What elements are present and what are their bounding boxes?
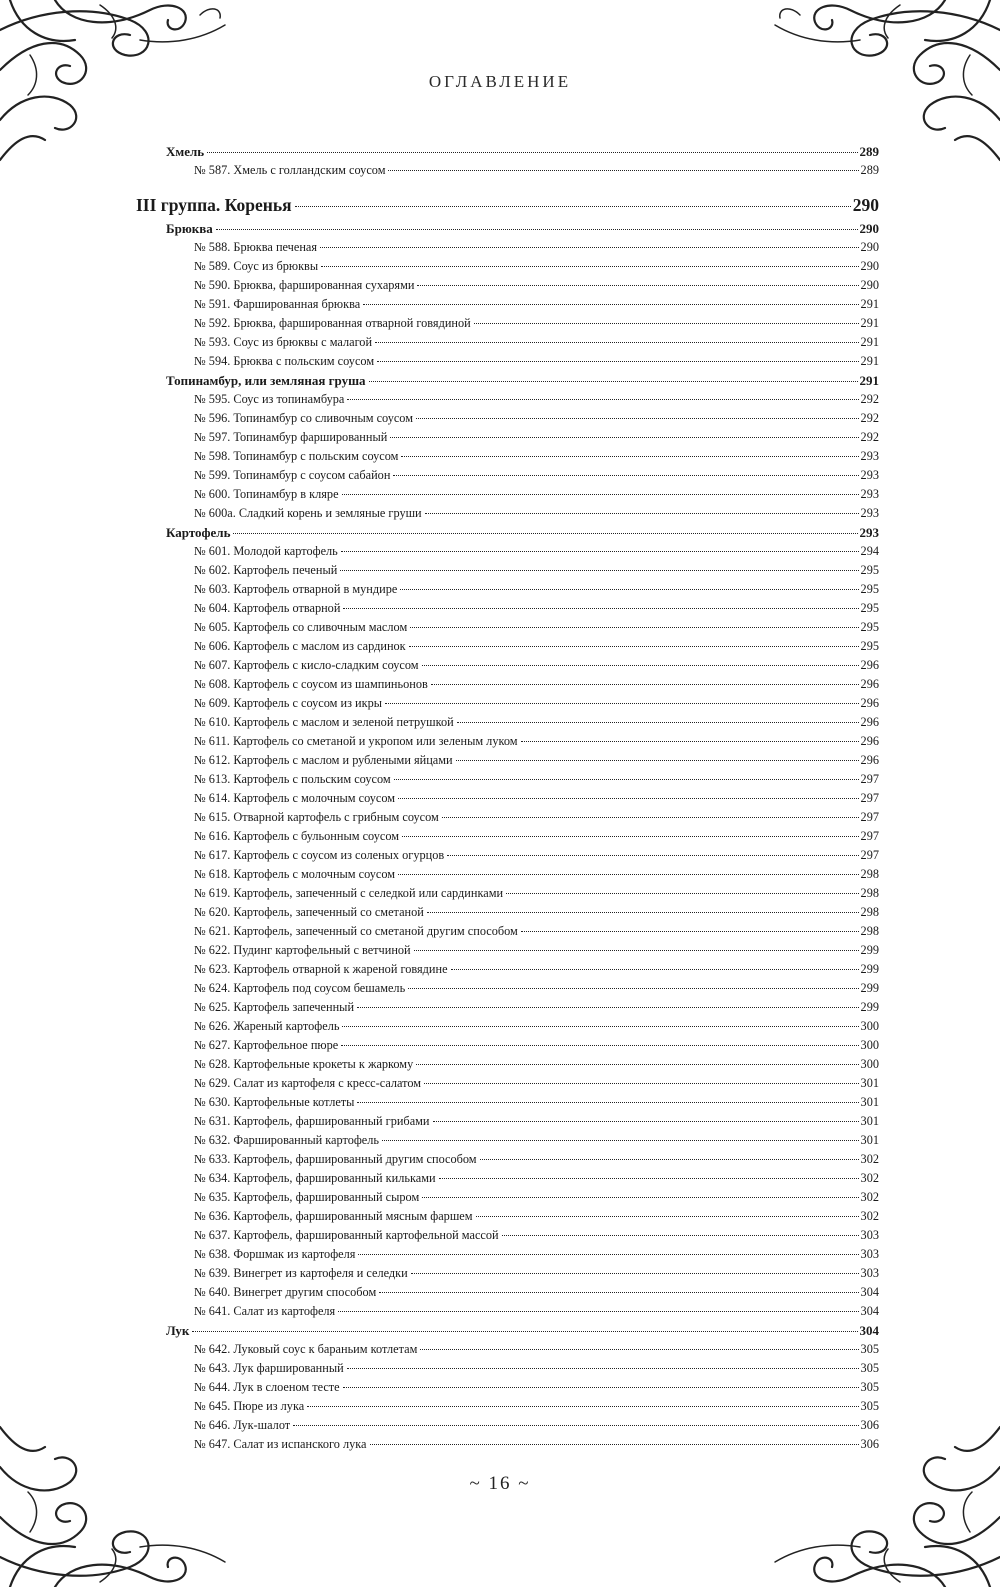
toc-entry-recipe[interactable] — [166, 1264, 879, 1283]
toc-entry-title: № 608. Картофель с соусом из шампиньонов — [194, 677, 428, 691]
dot-leader — [408, 988, 858, 989]
toc-entry-page: 290 — [859, 221, 879, 236]
toc-entry-recipe[interactable] — [166, 675, 879, 694]
toc-entry-page: 296 — [860, 753, 879, 767]
toc-entry-title: № 635. Картофель, фаршированный сыром — [194, 1190, 420, 1204]
dot-leader — [401, 456, 858, 457]
toc-entry-page: 291 — [860, 316, 879, 330]
toc-entry-recipe[interactable] — [166, 542, 879, 561]
dot-leader — [347, 399, 858, 400]
toc-entry-title: № 592. Брюква, фаршированная отварной говядиной — [194, 316, 471, 330]
toc-entry-title: № 628. Картофельные крокеты к жаркому — [194, 1057, 414, 1071]
dot-leader — [409, 646, 859, 647]
toc-entry-title: Картофель — [166, 525, 231, 540]
toc-entry-page: 291 — [860, 297, 879, 311]
toc-entry-page: 299 — [860, 981, 879, 995]
toc-entry-page: 297 — [860, 829, 879, 843]
toc-entry-recipe[interactable] — [166, 352, 879, 371]
toc-entry-page: 305 — [860, 1361, 879, 1375]
dot-leader — [422, 665, 859, 666]
toc-entry-title: № 600а. Сладкий корень и земляные груши — [194, 506, 422, 520]
toc-entry-page: 301 — [860, 1114, 879, 1128]
dot-leader — [394, 779, 859, 780]
toc-entry-page: 290 — [852, 195, 879, 215]
toc-entry-title: № 627. Картофельное пюре — [194, 1038, 339, 1052]
toc-entry-group[interactable] — [136, 192, 879, 219]
toc-entry-recipe[interactable] — [166, 314, 879, 333]
toc-entry-title: № 638. Форшмак из картофеля — [194, 1247, 356, 1261]
dot-leader — [207, 152, 857, 153]
toc-entry-section[interactable] — [166, 371, 879, 390]
dot-leader — [457, 722, 859, 723]
toc-entry-title: № 646. Лук-шалот — [194, 1418, 291, 1432]
toc-entry-title: № 619. Картофель, запеченный с селедкой или сардинками — [194, 886, 504, 900]
toc-entry-title: Хмель — [166, 144, 205, 159]
dot-leader — [416, 1064, 858, 1065]
toc-entry-title: № 593. Соус из брюквы с малагой — [194, 335, 373, 349]
dot-leader — [442, 817, 859, 818]
toc-entry-page: 296 — [860, 677, 879, 691]
toc-entry-recipe[interactable] — [166, 618, 879, 637]
dot-leader — [343, 1387, 859, 1388]
toc-entry-recipe[interactable] — [166, 922, 879, 941]
toc-entry-recipe[interactable] — [166, 1378, 879, 1397]
toc-entry-title: № 611. Картофель со сметаной и укропом или зеленым луком — [194, 734, 518, 748]
toc-entry-title: № 621. Картофель, запеченный со сметаной другим способом — [194, 924, 518, 938]
dot-leader — [369, 381, 858, 382]
toc-entry-title: III группа. Коренья — [136, 195, 292, 215]
dot-leader — [393, 475, 858, 476]
toc-entry-recipe[interactable] — [166, 561, 879, 580]
toc-entry-title: № 642. Луковый соус к бараньим котлетам — [194, 1342, 418, 1356]
toc-entry-page: 303 — [860, 1228, 879, 1242]
toc-entry-page: 290 — [860, 259, 879, 273]
toc-entry-title: № 587. Хмель с голландским соусом — [194, 163, 386, 177]
toc-entry-recipe[interactable] — [166, 808, 879, 827]
dot-leader — [342, 494, 859, 495]
toc-entry-page: 297 — [860, 791, 879, 805]
toc-entry-page: 293 — [860, 506, 879, 520]
toc-entry-title: № 645. Пюре из лука — [194, 1399, 305, 1413]
dot-leader — [293, 1425, 858, 1426]
toc-entry-title: № 644. Лук в слоеном тесте — [194, 1380, 340, 1394]
toc-entry-page: 306 — [860, 1437, 879, 1451]
toc-entry-title: № 634. Картофель, фаршированный кильками — [194, 1171, 436, 1185]
toc-entry-recipe[interactable] — [166, 485, 879, 504]
dot-leader — [476, 1216, 859, 1217]
toc-entry-title: № 624. Картофель под соусом бешамель — [194, 981, 406, 995]
toc-entry-recipe[interactable] — [166, 409, 879, 428]
toc-entry-page: 304 — [860, 1285, 879, 1299]
dot-leader — [474, 323, 859, 324]
toc-entry-title: № 641. Салат из картофеля — [194, 1304, 336, 1318]
toc-entry-page: 298 — [860, 905, 879, 919]
toc-entry-recipe[interactable] — [166, 865, 879, 884]
toc-entry-recipe[interactable] — [166, 1131, 879, 1150]
toc-entry-recipe[interactable] — [166, 1416, 879, 1435]
dot-leader — [357, 1102, 858, 1103]
dot-leader — [424, 1083, 858, 1084]
toc-entry-page: 297 — [860, 848, 879, 862]
toc-entry-recipe[interactable] — [166, 295, 879, 314]
toc-entry-title: № 605. Картофель со сливочным маслом — [194, 620, 408, 634]
dot-leader — [382, 1140, 859, 1141]
dot-leader — [410, 627, 858, 628]
toc-entry-recipe[interactable] — [166, 599, 879, 618]
toc-entry-title: № 601. Молодой картофель — [194, 544, 338, 558]
page-number: ~ 16 ~ — [469, 1473, 531, 1494]
dot-leader — [422, 1197, 858, 1198]
dot-leader — [502, 1235, 859, 1236]
toc-entry-recipe[interactable] — [166, 1112, 879, 1131]
toc-entry-recipe[interactable] — [166, 580, 879, 599]
toc-entry-title: № 594. Брюква с польским соусом — [194, 354, 375, 368]
dot-leader — [447, 855, 858, 856]
dot-leader — [216, 229, 858, 230]
toc-entry-page: 291 — [860, 335, 879, 349]
toc-entry-title: № 588. Брюква печеная — [194, 240, 318, 254]
toc-entry-page: 297 — [860, 772, 879, 786]
table-of-contents — [136, 142, 879, 1454]
dot-leader — [307, 1406, 858, 1407]
toc-entry-recipe[interactable] — [166, 732, 879, 751]
toc-entry-page: 293 — [860, 487, 879, 501]
toc-entry-page: 296 — [860, 715, 879, 729]
dot-leader — [398, 874, 858, 875]
toc-entry-page: 305 — [860, 1399, 879, 1413]
toc-entry-recipe[interactable] — [166, 1435, 879, 1454]
toc-entry-recipe[interactable] — [166, 1302, 879, 1321]
toc-entry-title: № 636. Картофель, фаршированный мясным фаршем — [194, 1209, 473, 1223]
toc-entry-page: 305 — [860, 1380, 879, 1394]
toc-entry-title: № 615. Отварной картофель с грибным соусом — [194, 810, 439, 824]
toc-entry-recipe[interactable] — [166, 238, 879, 257]
toc-entry-page: 289 — [860, 163, 879, 177]
toc-entry-page: 299 — [860, 1000, 879, 1014]
dot-leader — [233, 533, 857, 534]
toc-entry-title: № 614. Картофель с молочным соусом — [194, 791, 396, 805]
toc-entry-page: 301 — [860, 1133, 879, 1147]
dot-leader — [320, 247, 859, 248]
toc-entry-recipe[interactable] — [166, 257, 879, 276]
toc-entry-page: 295 — [860, 639, 879, 653]
toc-entry-page: 296 — [860, 696, 879, 710]
toc-entry-title: № 630. Картофельные котлеты — [194, 1095, 355, 1109]
toc-entry-page: 295 — [860, 620, 879, 634]
toc-entry-title: № 599. Топинамбур с соусом сабайон — [194, 468, 391, 482]
toc-entry-title: № 640. Винегрет другим способом — [194, 1285, 377, 1299]
dot-leader — [192, 1331, 857, 1332]
toc-entry-title: № 591. Фаршированная брюква — [194, 297, 361, 311]
dot-leader — [456, 760, 859, 761]
toc-entry-recipe[interactable] — [166, 1074, 879, 1093]
toc-entry-recipe[interactable] — [166, 276, 879, 295]
toc-entry-recipe[interactable] — [166, 1207, 879, 1226]
toc-entry-title: № 609. Картофель с соусом из икры — [194, 696, 383, 710]
dot-leader — [402, 836, 859, 837]
toc-entry-recipe[interactable] — [166, 789, 879, 808]
toc-entry-page: 293 — [860, 449, 879, 463]
dot-leader — [295, 206, 851, 207]
dot-leader — [439, 1178, 859, 1179]
toc-entry-page: 303 — [860, 1247, 879, 1261]
dot-leader — [379, 1292, 858, 1293]
dot-leader — [358, 1254, 858, 1255]
toc-entry-recipe[interactable] — [166, 333, 879, 352]
toc-entry-page: 289 — [859, 144, 879, 159]
dot-leader — [341, 1045, 858, 1046]
toc-entry-recipe[interactable] — [166, 1397, 879, 1416]
dot-leader — [411, 1273, 859, 1274]
toc-entry-recipe[interactable] — [166, 903, 879, 922]
toc-entry-page: 300 — [860, 1038, 879, 1052]
toc-entry-page: 295 — [860, 601, 879, 615]
toc-entry-page: 299 — [860, 943, 879, 957]
dot-leader — [521, 741, 859, 742]
toc-entry-page: 302 — [860, 1209, 879, 1223]
toc-entry-title: № 629. Салат из картофеля с кресс-салатом — [194, 1076, 422, 1090]
dot-leader — [506, 893, 858, 894]
toc-entry-page: 290 — [860, 278, 879, 292]
toc-entry-recipe[interactable] — [166, 656, 879, 675]
toc-entry-recipe[interactable] — [166, 998, 879, 1017]
toc-entry-title: № 632. Фаршированный картофель — [194, 1133, 380, 1147]
toc-entry-page: 303 — [860, 1266, 879, 1280]
dot-leader — [420, 1349, 858, 1350]
toc-entry-title: № 604. Картофель отварной — [194, 601, 341, 615]
toc-entry-recipe[interactable] — [166, 1226, 879, 1245]
toc-entry-recipe[interactable] — [166, 979, 879, 998]
toc-entry-page: 297 — [860, 810, 879, 824]
toc-entry-page: 292 — [860, 392, 879, 406]
toc-entry-title: Брюква — [166, 221, 213, 236]
toc-entry-title: № 610. Картофель с маслом и зеленой петрушкой — [194, 715, 454, 729]
toc-entry-recipe[interactable] — [166, 884, 879, 903]
dot-leader — [342, 1026, 858, 1027]
toc-entry-section[interactable] — [166, 1321, 879, 1340]
toc-entry-section[interactable] — [166, 219, 879, 238]
toc-entry-page: 300 — [860, 1019, 879, 1033]
toc-entry-recipe[interactable] — [166, 447, 879, 466]
dot-leader — [427, 912, 859, 913]
dot-leader — [425, 513, 859, 514]
toc-entry-title: № 622. Пудинг картофельный с ветчиной — [194, 943, 411, 957]
toc-entry-recipe[interactable] — [166, 960, 879, 979]
toc-entry-title: № 639. Винегрет из картофеля и селедки — [194, 1266, 408, 1280]
toc-entry-recipe[interactable] — [166, 1188, 879, 1207]
toc-entry-title: № 612. Картофель с маслом и рублеными яйцами — [194, 753, 453, 767]
dot-leader — [363, 304, 858, 305]
toc-entry-title: № 590. Брюква, фаршированная сухарями — [194, 278, 415, 292]
dot-leader — [416, 418, 859, 419]
toc-entry-title: № 637. Картофель, фаршированный картофельной массой — [194, 1228, 499, 1242]
dot-leader — [385, 703, 859, 704]
toc-entry-recipe[interactable] — [166, 1150, 879, 1169]
toc-entry-title: № 603. Картофель отварной в мундире — [194, 582, 398, 596]
dot-leader — [377, 361, 858, 362]
toc-entry-page: 292 — [860, 411, 879, 425]
toc-entry-page: 298 — [860, 924, 879, 938]
dot-leader — [400, 589, 858, 590]
toc-entry-recipe[interactable] — [166, 770, 879, 789]
toc-entry-title: № 623. Картофель отварной к жареной говядине — [194, 962, 448, 976]
dot-leader — [388, 170, 858, 171]
dot-leader — [390, 437, 858, 438]
toc-entry-recipe[interactable] — [166, 751, 879, 770]
toc-entry-recipe[interactable] — [166, 1036, 879, 1055]
dot-leader — [321, 266, 858, 267]
toc-entry-title: Топинамбур, или земляная груша — [166, 373, 366, 388]
toc-entry-title: № 616. Картофель с бульонным соусом — [194, 829, 400, 843]
toc-entry-page: 300 — [860, 1057, 879, 1071]
toc-entry-title: № 600. Топинамбур в кляре — [194, 487, 339, 501]
toc-entry-section[interactable] — [166, 142, 879, 161]
dot-leader — [370, 1444, 859, 1445]
toc-entry-recipe[interactable] — [166, 1093, 879, 1112]
toc-entry-recipe[interactable] — [166, 161, 879, 180]
toc-entry-recipe[interactable] — [166, 504, 879, 523]
toc-entry-page: 306 — [860, 1418, 879, 1432]
toc-entry-page: 301 — [860, 1095, 879, 1109]
dot-leader — [338, 1311, 858, 1312]
toc-entry-page: 294 — [860, 544, 879, 558]
toc-entry-page: 302 — [860, 1171, 879, 1185]
toc-entry-title: № 596. Топинамбур со сливочным соусом — [194, 411, 414, 425]
toc-entry-page: 298 — [860, 867, 879, 881]
dot-leader — [341, 551, 859, 552]
toc-entry-title: № 597. Топинамбур фаршированный — [194, 430, 388, 444]
toc-entry-recipe[interactable] — [166, 466, 879, 485]
dot-leader — [451, 969, 859, 970]
toc-entry-page: 304 — [859, 1323, 879, 1338]
toc-entry-page: 293 — [859, 525, 879, 540]
toc-entry-title: № 647. Салат из испанского лука — [194, 1437, 367, 1451]
toc-entry-recipe[interactable] — [166, 1055, 879, 1074]
toc-entry-recipe[interactable] — [166, 1017, 879, 1036]
toc-entry-title: № 613. Картофель с польским соусом — [194, 772, 391, 786]
toc-entry-page: 302 — [860, 1152, 879, 1166]
toc-entry-title: № 620. Картофель, запеченный со сметаной — [194, 905, 424, 919]
toc-entry-recipe[interactable] — [166, 1169, 879, 1188]
toc-entry-recipe[interactable] — [166, 694, 879, 713]
dot-leader — [480, 1159, 859, 1160]
toc-entry-page: 295 — [860, 582, 879, 596]
dot-leader — [521, 931, 859, 932]
toc-entry-recipe[interactable] — [166, 1245, 879, 1264]
toc-entry-page: 296 — [860, 734, 879, 748]
dot-leader — [417, 285, 858, 286]
dot-leader — [431, 684, 859, 685]
toc-entry-page: 298 — [860, 886, 879, 900]
toc-entry-page: 295 — [860, 563, 879, 577]
toc-entry-title: № 633. Картофель, фаршированный другим способом — [194, 1152, 477, 1166]
toc-entry-title: № 607. Картофель с кисло-сладким соусом — [194, 658, 419, 672]
toc-entry-title: № 589. Соус из брюквы — [194, 259, 319, 273]
dot-leader — [375, 342, 859, 343]
toc-entry-recipe[interactable] — [166, 1340, 879, 1359]
toc-entry-title: № 631. Картофель, фаршированный грибами — [194, 1114, 430, 1128]
toc-entry-recipe[interactable] — [166, 1283, 879, 1302]
toc-entry-title: № 643. Лук фаршированный — [194, 1361, 344, 1375]
toc-entry-title: № 595. Соус из топинамбура — [194, 392, 345, 406]
toc-entry-page: 296 — [860, 658, 879, 672]
dot-leader — [347, 1368, 859, 1369]
dot-leader — [340, 570, 858, 571]
toc-entry-title: № 602. Картофель печеный — [194, 563, 338, 577]
toc-entry-title: № 625. Картофель запеченный — [194, 1000, 355, 1014]
dot-leader — [343, 608, 858, 609]
toc-entry-page: 290 — [860, 240, 879, 254]
toc-entry-recipe[interactable] — [166, 390, 879, 409]
toc-entry-title: № 626. Жареный картофель — [194, 1019, 340, 1033]
toc-entry-recipe[interactable] — [166, 846, 879, 865]
toc-entry-page: 304 — [860, 1304, 879, 1318]
toc-entry-recipe[interactable] — [166, 637, 879, 656]
toc-entry-recipe[interactable] — [166, 827, 879, 846]
toc-entry-title: № 617. Картофель с соусом из соленых огурцов — [194, 848, 445, 862]
toc-entry-page: 291 — [860, 354, 879, 368]
toc-entry-page: 299 — [860, 962, 879, 976]
running-head: ОГЛАВЛЕНИЕ — [428, 72, 572, 91]
toc-entry-recipe[interactable] — [166, 713, 879, 732]
toc-entry-title: № 598. Топинамбур с польским соусом — [194, 449, 399, 463]
dot-leader — [433, 1121, 859, 1122]
toc-entry-page: 301 — [860, 1076, 879, 1090]
toc-entry-title: № 606. Картофель с маслом из сардинок — [194, 639, 406, 653]
toc-entry-page: 305 — [860, 1342, 879, 1356]
dot-leader — [414, 950, 859, 951]
toc-entry-page: 291 — [859, 373, 879, 388]
dot-leader — [357, 1007, 859, 1008]
toc-entry-page: 302 — [860, 1190, 879, 1204]
toc-entry-title: № 618. Картофель с молочным соусом — [194, 867, 396, 881]
toc-entry-page: 293 — [860, 468, 879, 482]
toc-entry-recipe[interactable] — [166, 941, 879, 960]
toc-entry-page: 292 — [860, 430, 879, 444]
toc-entry-title: Лук — [166, 1323, 190, 1338]
dot-leader — [398, 798, 858, 799]
toc-entry-recipe[interactable] — [166, 1359, 879, 1378]
toc-entry-section[interactable] — [166, 523, 879, 542]
toc-entry-recipe[interactable] — [166, 428, 879, 447]
